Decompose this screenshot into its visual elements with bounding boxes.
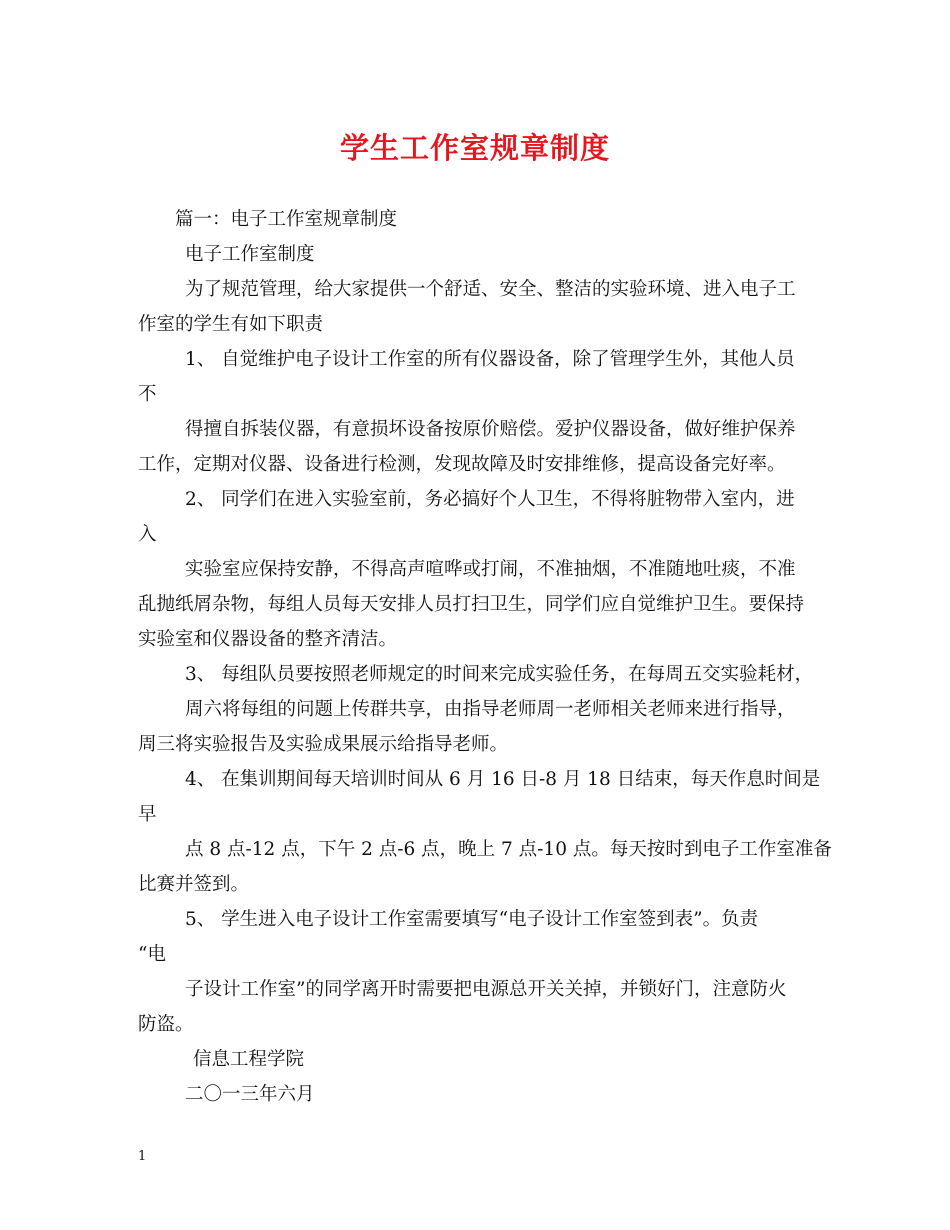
subsection-heading: 电子工作室制度 [185,244,315,265]
body-line: 不 [138,384,157,405]
body-line: “电 [138,944,166,965]
body-line: 防盗。 [138,1014,194,1035]
body-line: 作室的学生有如下职责 [138,314,324,335]
body-line: 乱抛纸屑杂物，每组人员每天安排人员打扫卫生，同学们应自觉维护卫生。要保持 [138,594,805,615]
body-line: 为了规范管理，给大家提供一个舒适、安全、整洁的实验环境、进入电子工 [185,279,796,300]
list-item-5: 5、 学生进入电子设计工作室需要填写“电子设计工作室签到表”。负责 [185,909,759,930]
page-number: 1 [138,1149,147,1164]
signature-organization: 信息工程学院 [193,1049,305,1070]
list-item-2: 2、 同学们在进入实验室前，务必搞好个人卫生，不得将脏物带入室内，进 [185,489,795,510]
body-line: 实验室和仪器设备的整齐清洁。 [138,629,398,650]
list-item-4: 4、 在集训期间每天培训时间从 6 月 16 日-8 月 18 日结束，每天作息时间是 [185,769,821,790]
body-line: 点 8 点-12 点，下午 2 点-6 点，晚上 7 点-10 点。每天按时到电子工作室准备 [185,839,832,860]
list-item-1: 1、 自觉维护电子设计工作室的所有仪器设备，除了管理学生外，其他人员 [185,349,795,370]
body-line: 工作，定期对仪器、设备进行检测，发现故障及时安排维修，提高设备完好率。 [138,454,786,475]
body-line: 入 [138,524,157,545]
body-line: 早 [138,804,157,825]
document-title: 学生工作室规章制度 [339,131,610,165]
section-heading: 篇一：电子工作室规章制度 [175,209,398,230]
body-line: 得擅自拆装仪器，有意损坏设备按原价赔偿。爱护仪器设备，做好维护保养 [185,419,796,440]
body-line: 周六将每组的问题上传群共享，由指导老师周一老师相关老师来进行指导， [185,699,796,720]
list-item-3: 3、 每组队员要按照老师规定的时间来完成实验任务，在每周五交实验耗材， [185,664,814,685]
body-line: 实验室应保持安静，不得高声喧哗或打闹，不准抽烟，不准随地吐痰，不准 [185,559,796,580]
body-line: 比赛并签到。 [138,874,250,895]
signature-date: 二〇一三年六月 [185,1084,315,1105]
body-line: 周三将实验报告及实验成果展示给指导老师。 [138,734,509,755]
body-line: 子设计工作室”的同学离开时需要把电源总开关关掉，并锁好门，注意防火 [185,979,787,1000]
